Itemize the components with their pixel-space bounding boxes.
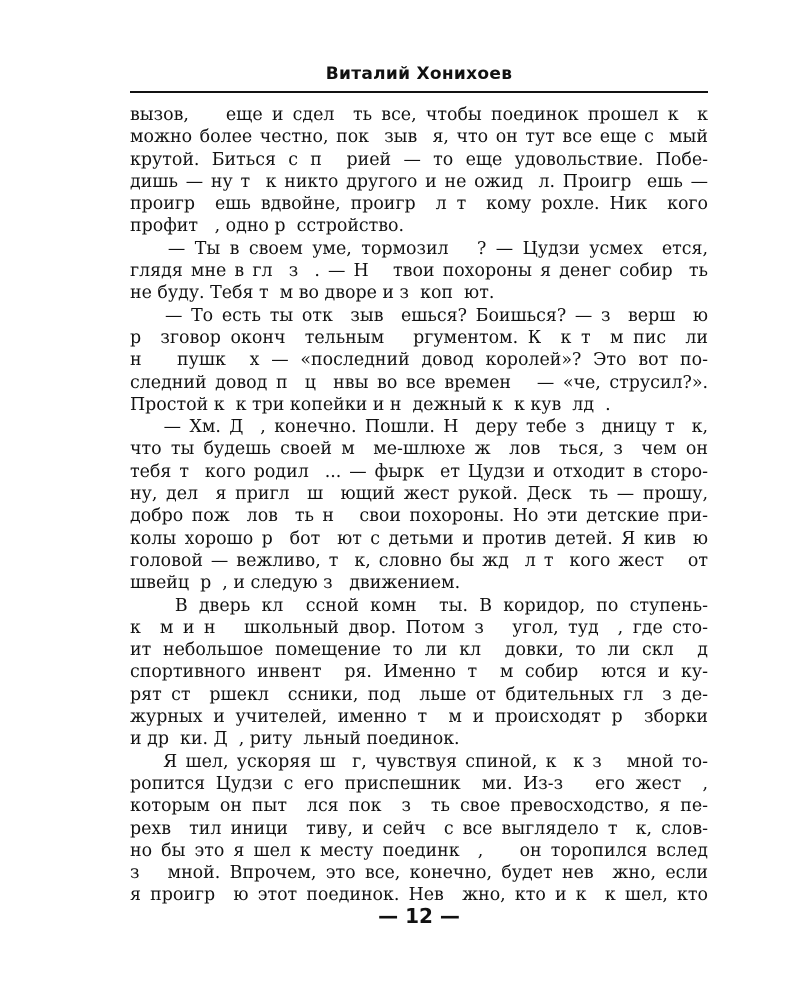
text-line: — То есть ты отк зыв ешься? Боишься? — з верш ю [130, 305, 708, 326]
text-line: ну, дел я пригл ш ющий жест рукой. Деск ть — прошу, [130, 484, 708, 505]
text-line: следний довод п ц нвы во все времен — «че, струсил?». [130, 372, 708, 393]
text-line: которым он пыт лся пок з ть свое превосходство, я пе- [130, 796, 708, 817]
page-number: — 12 — [378, 904, 460, 928]
text-line: глядя мне в гл з . — Н твои похороны я денег собир ть [130, 261, 708, 282]
text-line: н пушк х — «последний довод королей»? Это вот по- [130, 350, 708, 371]
text-line: дишь — ну т к никто другого и не ожид л. Проигр ешь — [130, 171, 708, 192]
text-line: журных и учителей, именно т м и происходят р зборки [130, 707, 708, 728]
text-line: проигр ешь вдвойне, проигр л т кому рохле. Ник кого [130, 194, 708, 215]
text-line: что ты будешь своей м ме-шлюхе ж лов ться, з чем он [130, 439, 708, 460]
text-line: рят ст ршекл ссники, под льше от бдительных гл з де- [130, 684, 708, 705]
text-line: ропится Цудзи с его приспешник ми. Из-з его жест , [130, 773, 708, 794]
text-line: к м и н школьный двор. Потом з угол, туд , где сто- [130, 617, 708, 638]
running-head-author: Виталий Хонихоев [325, 64, 513, 84]
body-text [130, 104, 708, 907]
text-line: тебя т кого родил ... — фырк ет Цудзи и отходит в сторо- [130, 461, 708, 482]
text-line: В дверь кл ссной комн ты. В коридор, по ступень- [130, 595, 708, 616]
text-line: р зговор оконч тельным ргументом. К к т м пис ли [130, 327, 708, 348]
text-line: не буду. Тебя т м во дворе и з коп ют. [130, 283, 495, 304]
text-line: швейц р , и следую з движением. [130, 573, 461, 594]
text-line: можно более честно, пок зыв я, что он тут все еще с мый [130, 127, 708, 148]
text-line: вызов, еще и сдел ть все, чтобы поединок прошел к к [130, 105, 708, 125]
text-line: колы хорошо р бот ют с детьми и против детей. Я кив ю [130, 528, 708, 549]
header-rule [130, 91, 708, 93]
text-line: — Ты в своем уме, тормозил ? — Цудзи усмех ется, [130, 238, 708, 259]
text-line: но бы это я шел к месту поединк , он торопился вслед [130, 840, 708, 861]
text-line: я проигр ю этот поединок. Нев жно, кто и к к шел, кто [130, 885, 708, 906]
text-line: рехв тил иници тиву, и сейч с все выглядело т к, слов- [130, 818, 708, 839]
text-line: з мной. Впрочем, это все, конечно, будет нев жно, если [130, 863, 708, 884]
text-line: ит небольшое помещение то ли кл довки, то ли скл д [130, 640, 708, 661]
text-line: добро пож лов ть н свои похороны. Но эти детские при- [130, 506, 708, 527]
text-line: головой — вежливо, т к, словно бы жд л т кого жест от [130, 550, 708, 571]
text-line: и др ки. Д , риту льный поединок. [130, 729, 460, 750]
text-line: крутой. Биться с п рией — то еще удовольствие. Побе- [130, 149, 708, 170]
text-line: — Хм. Д , конечно. Пошли. Н деру тебе з дницу т к, [130, 417, 708, 438]
text-line: Простой к к три копейки и н дежный к к кув лд . [130, 394, 611, 415]
text-line: спортивного инвент ря. Именно т м собир ются и ку- [130, 662, 708, 683]
text-line: Я шел, ускоряя ш г, чувствуя спиной, к к з мной то- [130, 751, 708, 772]
text-line: профит , одно р сстройство. [130, 216, 405, 237]
